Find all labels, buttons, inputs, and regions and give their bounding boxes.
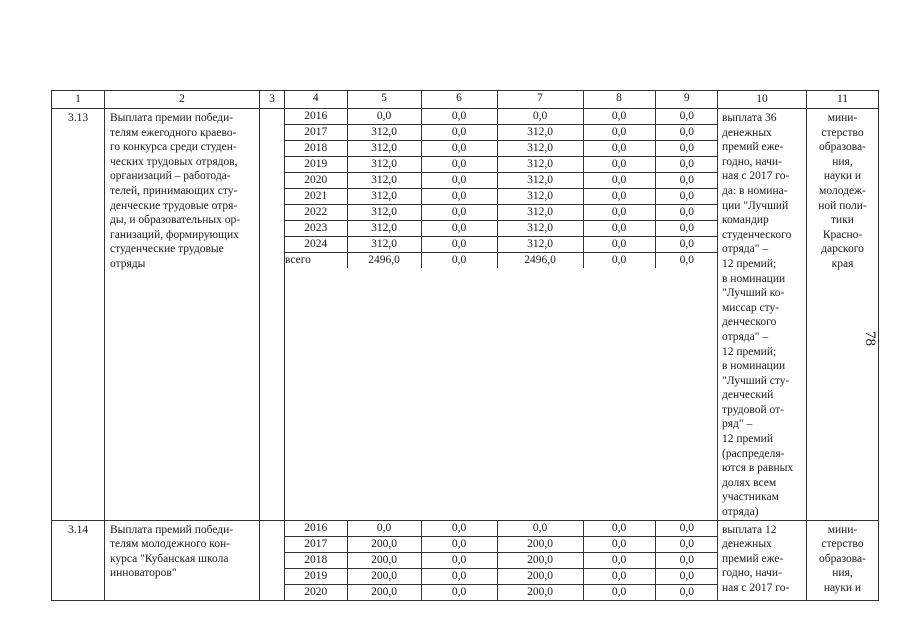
year-cell: 2018 [285,141,347,157]
year-cell: 2019 [285,568,347,584]
year-row [285,173,718,189]
year-rows [285,109,718,268]
year-cell: 2017 [285,125,347,141]
page-number: 78 [862,331,878,346]
value-cell: 0,0 [583,157,655,173]
value-cell: 0,0 [655,584,718,600]
value-cell: 0,0 [583,189,655,205]
value-cell: 0,0 [655,253,718,269]
value-cell: 0,0 [421,221,497,237]
year-row [285,521,718,537]
value-cell: 312,0 [347,125,421,141]
total-label: всего [285,254,311,266]
value-cell: 0,0 [655,173,718,189]
row-number: 3.13 [52,109,105,521]
value-cell: 0,0 [421,536,497,552]
col-header-3: 3 [260,91,285,109]
value-cell: 0,0 [583,173,655,189]
table-row [52,520,879,600]
year-row [285,141,718,157]
value-cell: 0,0 [655,568,718,584]
value-cell: 0,0 [655,141,718,157]
year-cell: 2016 [285,109,347,125]
value-cell: 0,0 [583,584,655,600]
year-cell: 2024 [285,237,347,253]
year-cell: 2021 [285,189,347,205]
year-cell: 2019 [285,157,347,173]
value-cell: 312,0 [497,237,583,253]
value-cell: 0,0 [583,552,655,568]
value-cell: 0,0 [655,237,718,253]
col3-cell [260,109,285,521]
value-cell: 2496,0 [347,253,421,269]
year-row [285,157,718,173]
value-cell: 312,0 [497,141,583,157]
col3-cell [260,520,285,600]
value-cell: 312,0 [347,237,421,253]
value-cell: 312,0 [497,125,583,141]
year-cell: 2020 [285,173,347,189]
value-cell: 0,0 [655,205,718,221]
value-cell: 200,0 [347,568,421,584]
value-cell: 0,0 [583,253,655,269]
year-row [285,205,718,221]
year-row [285,109,718,125]
value-cell: 0,0 [421,521,497,537]
activity-note: выплата 12 денежных премий еже- годно, начи- ная с 2017 го- [718,520,807,600]
value-cell: 0,0 [421,109,497,125]
year-cell: 2017 [285,536,347,552]
year-row [285,536,718,552]
year-row [285,237,718,253]
value-cell: 0,0 [421,237,497,253]
value-cell: 0,0 [655,521,718,537]
table-row [52,109,879,521]
col-header-7: 7 [497,91,583,108]
funding-by-year [285,109,718,521]
value-cell: 0,0 [421,125,497,141]
year-row [285,568,718,584]
value-cell: 200,0 [497,568,583,584]
col-header-8: 8 [583,91,655,108]
value-cell: 0,0 [421,552,497,568]
value-cell: 0,0 [655,109,718,125]
value-cell: 0,0 [583,109,655,125]
value-cell: 0,0 [421,253,497,269]
value-cell: 0,0 [583,521,655,537]
year-row [285,584,718,600]
value-cell: 312,0 [497,205,583,221]
value-cell: 0,0 [421,205,497,221]
program-activities-table [51,90,879,601]
col-header-1: 1 [52,91,105,109]
value-cell: 0,0 [655,536,718,552]
executor: мини- стерство образова- ния, науки и [807,520,879,600]
value-cell: 0,0 [655,189,718,205]
col-header-11: 11 [807,91,879,109]
value-cell: 0,0 [583,125,655,141]
value-cell: 0,0 [421,189,497,205]
year-cell: 2020 [304,585,328,598]
value-cell: 312,0 [347,205,421,221]
value-cell: 0,0 [421,584,497,600]
value-cell: 0,0 [655,157,718,173]
value-cell: 312,0 [497,173,583,189]
col-header-4: 4 [312,92,319,104]
value-cell: 200,0 [497,552,583,568]
value-cell: 0,0 [421,568,497,584]
year-cell: 2018 [285,552,347,568]
value-cell: 0,0 [347,521,421,537]
value-cell: 0,0 [583,141,655,157]
col-header-4-9 [285,91,718,109]
value-cell: 312,0 [347,173,421,189]
value-cell: 0,0 [421,173,497,189]
year-row [285,552,718,568]
col-header-10: 10 [718,91,807,109]
value-cell: 312,0 [347,189,421,205]
year-row [285,125,718,141]
value-cell: 200,0 [497,584,583,600]
value-cell: 200,0 [347,552,421,568]
value-cell: 0,0 [497,109,583,125]
value-cell: 0,0 [347,109,421,125]
value-cell: 0,0 [421,157,497,173]
value-cell: 312,0 [497,157,583,173]
value-cell: 312,0 [497,221,583,237]
year-row [285,189,718,205]
value-cell: 312,0 [347,157,421,173]
value-cell: 0,0 [497,521,583,537]
activity-name: Выплата премий победи- телям молодежного кон- курса "Кубанская школа инноваторов" [105,520,260,600]
value-cell: 2496,0 [497,253,583,269]
value-cell: 0,0 [655,125,718,141]
value-cell: 312,0 [497,189,583,205]
col-header-6: 6 [421,91,497,108]
value-cell: 312,0 [347,221,421,237]
funding-by-year [285,520,718,600]
executor: мини- стерство образова- ния, науки и молодеж- ной поли- тики Краснo- дарского края [807,109,879,521]
year-cell: 2023 [285,221,347,237]
value-cell: 0,0 [655,552,718,568]
value-cell: 200,0 [497,536,583,552]
activity-note: выплата 36 денежных премий еже- годно, начи- ная с 2017 го- да: в номина- ции "Лучший командир студенческого отряда" – 12 премий; в номинации "Лучший ко- миссар сту- денческого отряда" – 12 премий; в номинации "Лучший сту- денческий трудовой от- ряд" – 12 премий (распределя- ются в равных долях всем участникам отряда) [718,109,807,521]
value-cell: 0,0 [583,221,655,237]
row-number: 3.14 [52,520,105,600]
value-cell: 200,0 [347,536,421,552]
value-cell: 0,0 [421,141,497,157]
value-cell: 0,0 [583,568,655,584]
total-row [285,253,718,269]
header-row [52,91,879,109]
value-cell: 0,0 [583,205,655,221]
activity-name: Выплата премии победи- телям ежегодного краево- го конкурса среди студен- ческих трудовых отрядов, организаций – работода- телей, принимающих сту- денческие трудовые отря- ды, и образовательных ор- ганизаций, формирующих студенческие трудовые отряды [105,109,260,521]
value-cell: 200,0 [347,584,421,600]
value-cell: 312,0 [347,141,421,157]
year-rows [285,521,718,600]
value-cell: 0,0 [583,536,655,552]
value-cell: 0,0 [583,237,655,253]
year-row [285,221,718,237]
col-header-5: 5 [347,91,421,108]
col-header-9: 9 [655,91,718,108]
year-cell: 2022 [285,205,347,221]
col-header-2: 2 [105,91,260,109]
value-cell: 0,0 [655,221,718,237]
year-cell: 2016 [285,521,347,537]
